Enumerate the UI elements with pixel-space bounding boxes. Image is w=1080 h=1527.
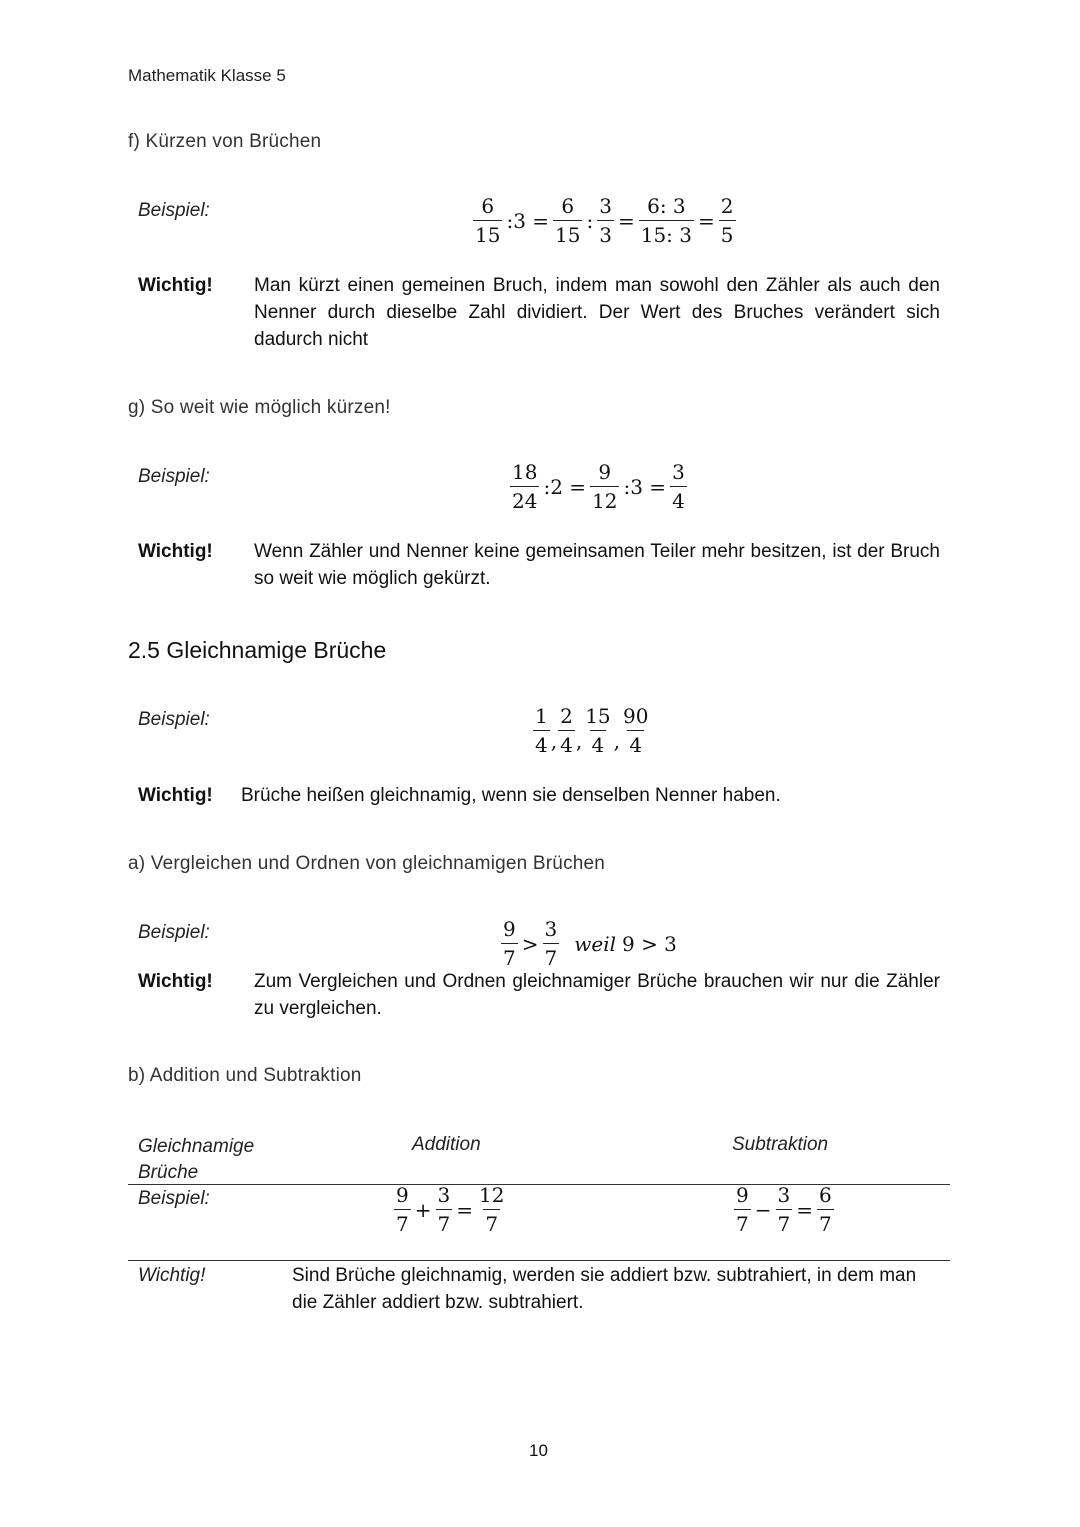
operator: :2 = (543, 474, 587, 499)
operator: :3 = (506, 208, 550, 233)
section-a-wichtig-label: Wichtig! (138, 971, 213, 992)
page-header: Mathematik Klasse 5 (128, 66, 286, 85)
fraction: $\frac{6: 3}{15: 3}$ (640, 194, 693, 247)
fraction: $\frac{3}{7}$ (437, 1183, 451, 1236)
separator: , (613, 729, 620, 753)
section-f-wichtig-text: Man kürzt einen gemeinen Bruch, indem man sowohl den Zähler als auch den Nenner durch dieselbe Zahl dividiert. Der Wert des Bruches verändert sich dadurch nicht (254, 275, 940, 350)
operator: :3 = (623, 474, 667, 499)
separator: , (575, 729, 583, 753)
section-2-5-beispiel-label: Beispiel: (138, 709, 210, 730)
fraction: $\frac{15}{4}$ (585, 704, 611, 757)
section-f-beispiel-label: Beispiel: (138, 200, 210, 221)
section-a-formula (500, 919, 677, 968)
fraction: $\frac{6}{7}$ (819, 1183, 832, 1236)
operator: : (586, 208, 594, 233)
fraction: $\frac{6}{15}$ (475, 194, 501, 247)
section-g-wichtig-label: Wichtig! (138, 541, 213, 562)
section-g-wichtig-text: Wenn Zähler und Nenner keine gemeinsamen Teiler mehr besitzen, ist der Bruch so weit wie möglich gekürzt. (254, 541, 940, 589)
subtraction-formula (733, 1185, 835, 1234)
section-a-wichtig-text: Zum Vergleichen und Ordnen gleichnamiger Brüche brauchen wir nur die Zähler zu vergleichen. (254, 971, 940, 1019)
operator: + (414, 1197, 432, 1222)
table-row-wichtig-label: Wichtig! (138, 1265, 206, 1286)
operator: = (796, 1197, 813, 1222)
fraction: $\frac{18}{24}$ (512, 460, 538, 513)
table-header-gleichnamige: Gleichnamige Brüche (138, 1136, 255, 1183)
table-header-addition: Addition (412, 1134, 481, 1155)
addition-formula (393, 1185, 507, 1234)
operator: = (456, 1197, 473, 1222)
fraction: $\frac{90}{4}$ (623, 704, 649, 757)
separator: , (550, 729, 558, 753)
section-a-beispiel-label: Beispiel: (138, 922, 210, 943)
fraction: $\frac{3}{7}$ (544, 917, 558, 970)
table-header-subtraktion: Subtraktion (732, 1134, 829, 1155)
section-g-formula (509, 462, 688, 511)
fraction: $\frac{6}{15}$ (555, 194, 581, 247)
fraction: $\frac{12}{7}$ (479, 1183, 505, 1236)
comparison: 9 > 3 (621, 931, 677, 956)
section-2-5-wichtig-text: Brüche heißen gleichnamig, wenn sie denselben Nenner haben. (241, 785, 781, 806)
section-a-heading: a) Vergleichen und Ordnen von gleichnamigen Brüchen (128, 853, 606, 874)
fraction: $\frac{2}{5}$ (720, 194, 734, 247)
weil-word: weil (574, 931, 616, 956)
fraction: $\frac{3}{3}$ (599, 194, 612, 247)
fraction: $\frac{3}{4}$ (672, 460, 685, 513)
fraction: $\frac{1}{4}$ (535, 704, 548, 757)
fraction: $\frac{9}{12}$ (592, 460, 618, 513)
fraction: $\frac{9}{7}$ (396, 1183, 409, 1236)
page-number: 10 (529, 1441, 548, 1460)
section-2-5-formula (532, 706, 651, 755)
operator: = (617, 208, 635, 233)
table-divider-middle (128, 1260, 950, 1261)
operator: = (698, 208, 715, 233)
section-2-5-heading: 2.5 Gleichnamige Brüche (128, 637, 387, 663)
operator: − (754, 1197, 772, 1222)
fraction: $\frac{9}{7}$ (503, 917, 516, 970)
fraction: $\frac{3}{7}$ (777, 1183, 791, 1236)
table-row-wichtig-text: Sind Brüche gleichnamig, werden sie addiert bzw. subtrahiert, in dem man die Zähler addiert bzw. subtrahiert. (292, 1265, 917, 1313)
section-f-formula (472, 196, 737, 245)
section-g-beispiel-label: Beispiel: (138, 466, 210, 487)
section-b-heading: b) Addition und Subtraktion (128, 1065, 362, 1086)
fraction: $\frac{9}{7}$ (736, 1183, 749, 1236)
operator: > (521, 931, 539, 956)
fraction: $\frac{2}{4}$ (560, 704, 573, 757)
section-f-heading: f) Kürzen von Brüchen (128, 131, 322, 152)
section-2-5-wichtig-label: Wichtig! (138, 785, 213, 806)
table-row-beispiel-label: Beispiel: (138, 1188, 210, 1209)
section-f-wichtig-label: Wichtig! (138, 275, 213, 296)
section-g-heading: g) So weit wie möglich kürzen! (128, 397, 391, 418)
